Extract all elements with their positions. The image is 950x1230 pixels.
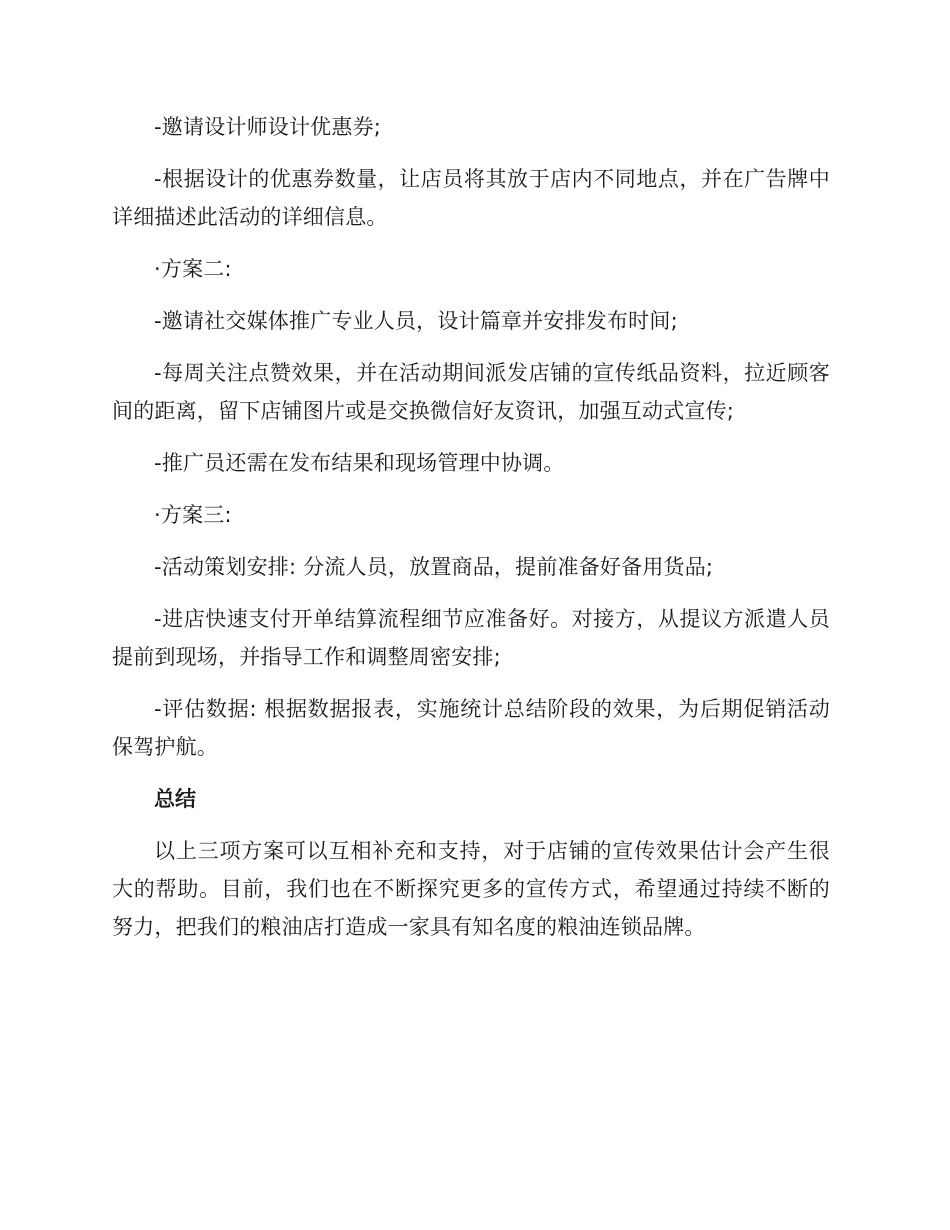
bullet-promoter-coordination: -推广员还需在发布结果和现场管理中协调。 (154, 451, 565, 475)
bullet-weekly-likes: -每周关注点赞效果，并在活动期间派发店铺的宣传纸品资料，拉近顾客间的距离，留下店铺图片或是交换微信好友资讯，加强互动式宣传; (112, 361, 830, 423)
bullet-checkout-process: -进店快速支付开单结算流程细节应准备好。对接方，从提议方派遣人员提前到现场，并指导工作和调整周密安排; (112, 607, 830, 669)
bullet-coupon-design: -邀请设计师设计优惠券; (154, 115, 382, 139)
bullet-event-planning: -活动策划安排: 分流人员，放置商品，提前准备好备用货品; (154, 555, 714, 579)
plan-three-label: ·方案三: (154, 503, 232, 527)
bullet-evaluate-data: -评估数据: 根据数据报表，实施统计总结阶段的效果，为后期促销活动保驾护航。 (112, 697, 830, 759)
bullet-social-media: -邀请社交媒体推广专业人员，设计篇章并安排发布时间; (154, 309, 678, 333)
summary-paragraph: 以上三项方案可以互相补充和支持，对于店铺的宣传效果估计会产生很大的帮助。目前，我们也在不断探究更多的宣传方式，希望通过持续不断的努力，把我们的粮油店打造成一家具有知名度的粮油连锁品牌。 (112, 839, 830, 939)
plan-two-label: ·方案二: (154, 257, 232, 281)
summary-heading: 总结 (154, 787, 196, 811)
bullet-coupon-placement: -根据设计的优惠券数量，让店员将其放于店内不同地点，并在广告牌中详细描述此活动的详细信息。 (112, 167, 830, 229)
document-page (112, 108, 830, 960)
